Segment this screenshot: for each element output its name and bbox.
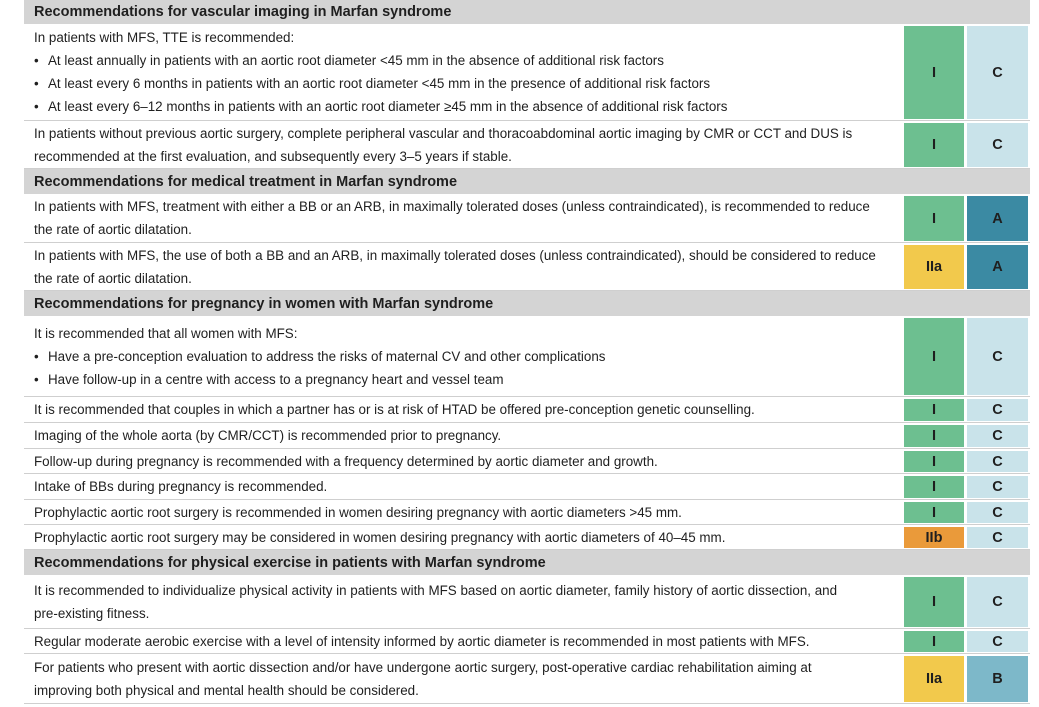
recommendation-text [24, 316, 904, 396]
class-badge: I [904, 476, 964, 498]
class-badge: IIa [904, 245, 964, 289]
level-badge: A [967, 245, 1028, 289]
text-line: improving both physical and mental health should be considered. [34, 682, 419, 698]
recommendation-text [24, 243, 904, 290]
recommendation-text [24, 575, 904, 628]
text-line: the rate of aortic dilatation. [34, 222, 192, 237]
recommendation-row [24, 575, 1030, 629]
text-line: In patients with MFS, the use of both a BB and an ARB, in maximally tolerated doses (unless contraindicated), should be considered to reduce [34, 247, 876, 263]
recommendation-text [24, 449, 904, 473]
recommendation-row [24, 629, 1030, 654]
recommendation-row [24, 525, 1030, 550]
text-line: It is recommended that couples in which a partner has or is at risk of HTAD be offered pre-conception genetic counselling. [34, 402, 755, 417]
section-header [24, 550, 1030, 575]
text-line: Intake of BBs during pregnancy is recommended. [34, 479, 328, 494]
bullet-item: • At least every 6–12 months in patients with an aortic root diameter ≥45 mm in the absence of additional risk factors [34, 95, 896, 118]
text-line: Regular moderate aerobic exercise with a level of intensity informed by aortic diameter is recommended in most patients with MFS. [34, 633, 810, 649]
recommendation-text [24, 525, 904, 549]
recommendation-row [24, 194, 1030, 243]
recommendation-text [24, 423, 904, 448]
level-badge: C [967, 502, 1028, 523]
section-header [24, 169, 1030, 194]
level-badge: C [967, 451, 1028, 472]
class-badge: I [904, 123, 964, 167]
level-badge: C [967, 577, 1028, 627]
level-badge: C [967, 318, 1028, 395]
recommendation-row [24, 500, 1030, 525]
section-header [24, 291, 1030, 316]
class-badge: I [904, 399, 964, 421]
bullet-item: • Have a pre-conception evaluation to address the risks of maternal CV and other complications [34, 345, 896, 368]
text-line: Follow-up during pregnancy is recommended with a frequency determined by aortic diameter and growth. [34, 453, 658, 469]
recommendation-row [24, 654, 1030, 704]
recommendation-text [24, 194, 904, 242]
text-line: For patients who present with aortic dissection and/or have undergone aortic surgery, post-operative cardiac rehabilitation aiming at [34, 659, 812, 675]
level-badge: C [967, 26, 1028, 119]
level-badge: C [967, 476, 1028, 498]
class-badge: I [904, 502, 964, 523]
text-line: recommended at the first evaluation, and subsequently every 3–5 years if stable. [34, 148, 512, 164]
text-line: It is recommended to individualize physical activity in patients with MFS based on aortic diameter, family history of aortic dissection, and [34, 582, 838, 598]
level-badge: C [967, 527, 1028, 548]
recommendation-row [24, 24, 1030, 121]
recommendation-text [24, 24, 904, 120]
section-title: Recommendations for medical treatment in Marfan syndrome [34, 173, 458, 190]
recommendation-row [24, 316, 1030, 397]
level-badge: C [967, 399, 1028, 421]
level-badge: A [967, 196, 1028, 241]
class-badge: I [904, 425, 964, 447]
recommendation-row [24, 243, 1030, 291]
class-badge: I [904, 451, 964, 472]
text-line: Prophylactic aortic root surgery may be considered in women desiring pregnancy with aortic diameters of 40–45 mm. [34, 529, 726, 545]
text-line: In patients without previous aortic surgery, complete peripheral vascular and thoracoabdominal aortic imaging by CMR or CCT and DUS is [34, 125, 853, 141]
recommendation-row [24, 449, 1030, 474]
recommendation-row [24, 423, 1030, 449]
text-line: Imaging of the whole aorta (by CMR/CCT) is recommended prior to pregnancy. [34, 428, 502, 443]
class-badge: I [904, 196, 964, 241]
section-header [24, 0, 1030, 24]
recommendation-row [24, 474, 1030, 500]
recommendation-text [24, 121, 904, 168]
recommendation-text [24, 474, 904, 499]
text-line: the rate of aortic dilatation. [34, 270, 192, 286]
recommendation-text [24, 629, 904, 653]
recommendation-row [24, 397, 1030, 423]
class-badge: IIa [904, 656, 964, 702]
section-title: Recommendations for pregnancy in women with Marfan syndrome [34, 295, 494, 312]
section-title: Recommendations for physical exercise in patients with Marfan syndrome [34, 554, 546, 571]
recommendation-row [24, 121, 1030, 169]
text-line: It is recommended that all women with MFS: [34, 325, 298, 341]
class-badge: I [904, 318, 964, 395]
bullet-item: • Have follow-up in a centre with access to a pregnancy heart and vessel team [34, 368, 896, 391]
bullet-item: • At least every 6 months in patients with an aortic root diameter <45 mm in the presence of additional risk factors [34, 72, 896, 95]
text-line: In patients with MFS, TTE is recommended: [34, 30, 295, 45]
bullet-item: • At least annually in patients with an aortic root diameter <45 mm in the absence of additional risk factors [34, 49, 896, 72]
class-badge: IIb [904, 527, 964, 548]
text-line: pre-existing fitness. [34, 605, 150, 621]
text-line: Prophylactic aortic root surgery is recommended in women desiring pregnancy with aortic diameters >45 mm. [34, 504, 682, 520]
level-badge: B [967, 656, 1028, 702]
class-badge: I [904, 26, 964, 119]
recommendations-table [24, 0, 1030, 704]
level-badge: C [967, 631, 1028, 652]
text-line: In patients with MFS, treatment with either a BB or an ARB, in maximally tolerated doses (unless contraindicated), is recommended to reduce [34, 199, 870, 214]
section-title: Recommendations for vascular imaging in Marfan syndrome [34, 4, 452, 20]
recommendation-text [24, 500, 904, 524]
level-badge: C [967, 425, 1028, 447]
class-badge: I [904, 577, 964, 627]
recommendation-text [24, 397, 904, 422]
class-badge: I [904, 631, 964, 652]
recommendation-text [24, 654, 904, 703]
level-badge: C [967, 123, 1028, 167]
